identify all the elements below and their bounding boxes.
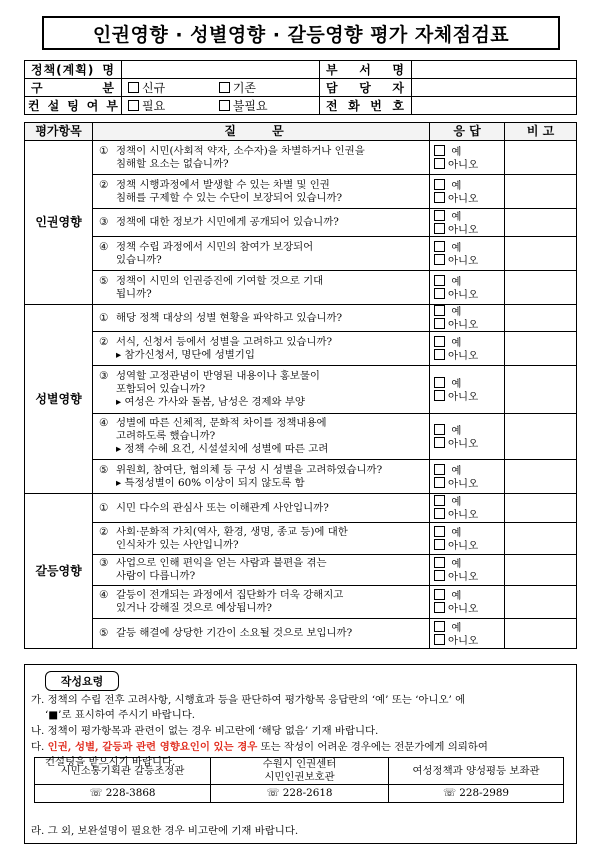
guide-item-da-cont: 컨설팅을 받으시기 바랍니다. <box>45 756 176 768</box>
remarks-cell[interactable] <box>505 175 577 209</box>
answer-yes-label: 예 <box>451 210 462 223</box>
question-line-cont: 있습니까? <box>116 253 162 266</box>
question-row <box>25 523 577 555</box>
question-row <box>25 619 577 649</box>
contact-phone-3: ☏ 228-2989 <box>389 785 564 803</box>
question-text <box>93 237 430 271</box>
question-number: ② <box>99 335 109 348</box>
answer-yes-label: 예 <box>451 621 462 634</box>
answer-yes-checkbox[interactable] <box>434 589 445 600</box>
question-number: ⑤ <box>99 274 109 287</box>
type-label: 구 분 <box>25 79 122 97</box>
question-example: ▸ 특정성별이 60% 이상이 되지 않도록 함 <box>116 476 305 489</box>
question-line: 갈등 해결에 상당한 기간이 소요될 것으로 보입니까? <box>116 627 353 639</box>
question-text <box>93 619 430 649</box>
answer-cell <box>430 555 505 586</box>
question-text <box>93 414 430 460</box>
header-answer: 응 답 <box>430 123 505 141</box>
category-1: 인권영향 <box>25 141 93 305</box>
answer-yes-label: 예 <box>451 275 462 288</box>
type-options <box>122 79 320 97</box>
contact-phone-2: ☏ 228-2618 <box>211 785 389 803</box>
answer-no-checkbox[interactable] <box>434 158 445 169</box>
answer-yes-checkbox[interactable] <box>434 621 445 632</box>
question-example: ▸ 참가신청서, 명단에 성별기입 <box>116 348 255 361</box>
answer-yes-label: 예 <box>451 526 462 539</box>
question-text <box>93 271 430 305</box>
answer-no-checkbox[interactable] <box>434 602 445 613</box>
question-row <box>25 175 577 209</box>
answer-yes-label: 예 <box>451 241 462 254</box>
answer-no-label: 아니오 <box>448 571 479 583</box>
question-text <box>93 494 430 523</box>
answer-no-checkbox[interactable] <box>434 570 445 581</box>
question-text <box>93 141 430 175</box>
question-line-cont: 인식차가 있는 사안입니까? <box>116 538 239 551</box>
guide-item-ga: 가. 정책의 수립 전후 고려사항, 시행효과 등을 판단하여 평가항목 응답란의 ‘예’ 또는 ‘아니오’ 에 <box>31 694 466 706</box>
remarks-cell[interactable] <box>505 414 577 460</box>
answer-yes-checkbox[interactable] <box>434 464 445 475</box>
question-line-cont: 사람이 다릅니까? <box>116 570 196 582</box>
consult-needed-checkbox[interactable] <box>128 100 139 111</box>
question-number: ⑤ <box>99 627 109 639</box>
question-number: ① <box>99 311 109 324</box>
question-number: ④ <box>99 589 109 601</box>
answer-yes-checkbox[interactable] <box>434 241 445 252</box>
question-line-cont: 포함되어 있습니까? <box>116 383 206 395</box>
question-text <box>93 175 430 209</box>
answer-no-checkbox[interactable] <box>434 508 445 519</box>
question-line: 서식, 신청서 등에서 성별을 고려하고 있습니까? <box>116 335 333 348</box>
answer-yes-checkbox[interactable] <box>434 145 445 156</box>
policy-name-label: 정책(계획) 명 <box>25 61 122 79</box>
answer-yes-checkbox[interactable] <box>434 526 445 537</box>
info-table <box>24 60 577 115</box>
policy-name-field[interactable] <box>122 61 320 79</box>
question-row <box>25 237 577 271</box>
question-text <box>93 586 430 619</box>
guide-item-da: 다. 인권, 성별, 갈등과 관련 영향요인이 있는 경우 또는 작성이 어려운 경우에는 전문가에게 의뢰하여 <box>31 741 488 753</box>
remarks-cell[interactable] <box>505 305 577 332</box>
question-line-cont: 됩니까? <box>116 287 152 300</box>
manager-field[interactable] <box>412 79 577 97</box>
answer-no-label: 아니오 <box>448 390 479 403</box>
answer-no-checkbox[interactable] <box>434 349 445 360</box>
header-category: 평가항목 <box>25 123 93 141</box>
contact-name-3: 여성정책과 양성평등 보좌관 <box>389 758 564 785</box>
answer-no-label: 아니오 <box>448 288 479 301</box>
answer-no-label: 아니오 <box>448 539 479 552</box>
answer-no-checkbox[interactable] <box>434 192 445 203</box>
question-line: 정책이 시민의 인권증진에 기여할 것으로 기대 <box>116 274 324 287</box>
contact-phone-1: ☏ 228-3868 <box>35 785 211 803</box>
header-question: 질 문 <box>93 123 430 141</box>
department-field[interactable] <box>412 61 577 79</box>
consult-unneeded-checkbox[interactable] <box>219 100 230 111</box>
type-new-checkbox[interactable] <box>128 82 139 93</box>
phone-field[interactable] <box>412 97 577 115</box>
answer-yes-label: 예 <box>451 336 462 349</box>
remarks-cell[interactable] <box>505 366 577 414</box>
answer-no-label: 아니오 <box>448 223 479 236</box>
answer-yes-label: 예 <box>451 590 462 602</box>
answer-cell <box>430 460 505 494</box>
answer-yes-checkbox[interactable] <box>434 557 445 568</box>
guide-item-ga-cont: ‘■’로 표시하여 주시기 바랍니다. <box>45 709 196 721</box>
question-number: ① <box>99 144 109 157</box>
answer-cell <box>430 237 505 271</box>
contact-table <box>34 757 564 803</box>
question-line: 성역할 고정관념이 반영된 내용이나 홍보물이 <box>116 370 320 382</box>
answer-no-checkbox[interactable] <box>434 477 445 488</box>
answer-yes-checkbox[interactable] <box>434 424 445 435</box>
answer-no-checkbox[interactable] <box>434 437 445 448</box>
question-line: 해당 정책 대상의 성별 현황을 파악하고 있습니까? <box>116 311 343 324</box>
remarks-cell[interactable] <box>505 494 577 523</box>
answer-no-checkbox[interactable] <box>434 390 445 401</box>
question-line: 시민 다수의 관심사 또는 이해관계 사안입니까? <box>116 501 329 514</box>
question-number: ④ <box>99 240 109 253</box>
answer-yes-label: 예 <box>451 558 462 570</box>
question-text <box>93 209 430 237</box>
answer-cell <box>430 305 505 332</box>
question-row <box>25 271 577 305</box>
question-text <box>93 305 430 332</box>
type-existing-checkbox[interactable] <box>219 82 230 93</box>
question-line-cont: 침해할 요소는 없습니까? <box>116 157 229 170</box>
answer-yes-label: 예 <box>451 496 462 508</box>
answer-no-label: 아니오 <box>448 349 479 362</box>
department-label: 부 서 명 <box>320 61 412 79</box>
answer-cell <box>430 271 505 305</box>
question-line: 갈등이 전개되는 과정에서 집단화가 더욱 강해지고 <box>116 589 344 601</box>
question-row <box>25 586 577 619</box>
question-row <box>25 209 577 237</box>
answer-no-label: 아니오 <box>448 603 479 615</box>
guide-item-na: 나. 정책이 평가항목과 관련이 없는 경우 비고란에 ‘해당 없음’ 기재 바랍니다. <box>31 725 379 737</box>
answer-cell <box>430 366 505 414</box>
remarks-cell[interactable] <box>505 586 577 619</box>
consult-needed-label: 필요 <box>142 99 166 113</box>
answer-no-label: 아니오 <box>448 634 479 647</box>
category-3: 갈등영향 <box>25 494 93 649</box>
answer-yes-label: 예 <box>451 179 462 192</box>
question-line: 정책 수립 과정에서 시민의 참여가 보장되어 <box>116 240 314 253</box>
type-new-label: 신규 <box>142 81 166 95</box>
question-example: ▸ 여성은 가사와 돌봄, 남성은 경제와 부양 <box>116 396 305 408</box>
answer-cell <box>430 175 505 209</box>
answer-cell <box>430 209 505 237</box>
manager-label: 담 당 자 <box>320 79 412 97</box>
answer-no-label: 아니오 <box>448 192 479 205</box>
answer-yes-label: 예 <box>451 306 462 318</box>
form-title: 인권영향 · 성별영향 · 갈등영향 평가 자체점검표 <box>42 16 560 50</box>
question-row <box>25 332 577 366</box>
answer-cell <box>430 414 505 460</box>
answer-no-label: 아니오 <box>448 509 479 521</box>
answer-no-label: 아니오 <box>448 254 479 267</box>
remarks-cell[interactable] <box>505 619 577 649</box>
question-number: ② <box>99 178 109 191</box>
remarks-cell[interactable] <box>505 523 577 555</box>
phone-label: 전 화 번 호 <box>320 97 412 115</box>
answer-no-checkbox[interactable] <box>434 254 445 265</box>
question-line-cont: 침해를 구제할 수 있는 수단이 보장되어 있습니까? <box>116 191 343 204</box>
remarks-cell[interactable] <box>505 209 577 237</box>
answer-no-checkbox[interactable] <box>434 539 445 550</box>
question-number: ③ <box>99 370 109 382</box>
question-text <box>93 460 430 494</box>
question-example: ▸ 정책 수혜 요건, 시설설치에 성별에 따른 고려 <box>116 443 329 455</box>
question-line: 성별에 따른 신체적, 문화적 차이를 정책내용에 <box>116 417 327 429</box>
question-line: 위원회, 참여단, 협의체 등 구성 시 성별을 고려하였습니까? <box>116 463 383 476</box>
answer-cell <box>430 494 505 523</box>
answer-yes-checkbox[interactable] <box>434 179 445 190</box>
checklist-table <box>24 122 577 649</box>
question-row <box>25 366 577 414</box>
category-2: 성별영향 <box>25 305 93 494</box>
remarks-cell[interactable] <box>505 271 577 305</box>
question-row <box>25 494 577 523</box>
answer-no-label: 아니오 <box>448 319 479 331</box>
remarks-cell[interactable] <box>505 332 577 366</box>
answer-yes-checkbox[interactable] <box>434 305 445 316</box>
question-number: ④ <box>99 417 109 429</box>
remarks-cell[interactable] <box>505 141 577 175</box>
answer-yes-checkbox[interactable] <box>434 377 445 388</box>
question-row <box>25 460 577 494</box>
answer-yes-label: 예 <box>451 464 462 477</box>
answer-no-label: 아니오 <box>448 158 479 171</box>
answer-yes-checkbox[interactable] <box>434 210 445 221</box>
guide-item-ra: 라. 그 외, 보완설명이 필요한 경우 비고란에 기재 바랍니다. <box>31 825 299 837</box>
question-row <box>25 414 577 460</box>
answer-no-checkbox[interactable] <box>434 318 445 329</box>
type-existing-label: 기존 <box>232 81 257 95</box>
header-remarks: 비 고 <box>505 123 577 141</box>
question-row <box>25 555 577 586</box>
remarks-cell[interactable] <box>505 237 577 271</box>
question-text <box>93 555 430 586</box>
consulting-label: 컨 설 팅 여 부 <box>25 97 122 115</box>
writing-guide-badge: 작성요령 <box>45 671 119 691</box>
question-line-cont: 고려하도록 했습니까? <box>116 430 216 442</box>
answer-no-checkbox[interactable] <box>434 634 445 645</box>
consult-unneeded-label: 불필요 <box>232 99 268 113</box>
contact-name-2: 수원시 인권센터 시민인권보호관 <box>211 758 389 785</box>
question-line-cont: 있거나 강해질 것으로 예상됩니까? <box>116 602 273 614</box>
question-line: 정책이 시민(사회적 약자, 소수자)을 차별하거나 인권을 <box>116 144 365 157</box>
answer-no-checkbox[interactable] <box>434 223 445 234</box>
answer-cell <box>430 141 505 175</box>
question-row <box>25 305 577 332</box>
guide-highlight: 인권, 성별, 갈등과 관련 영향요인이 있는 경우 <box>47 741 258 753</box>
answer-cell <box>430 523 505 555</box>
question-number: ⑤ <box>99 463 109 476</box>
answer-no-label: 아니오 <box>448 477 479 490</box>
remarks-cell[interactable] <box>505 555 577 586</box>
answer-yes-checkbox[interactable] <box>434 275 445 286</box>
question-line: 사업으로 인해 편익을 얻는 사람과 불편을 겪는 <box>116 557 327 569</box>
answer-yes-checkbox[interactable] <box>434 336 445 347</box>
question-line: 정책 시행과정에서 발생할 수 있는 차별 및 인권 <box>116 178 330 191</box>
question-text <box>93 332 430 366</box>
answer-no-checkbox[interactable] <box>434 288 445 299</box>
question-row <box>25 141 577 175</box>
answer-yes-label: 예 <box>451 145 462 158</box>
question-text <box>93 523 430 555</box>
question-line: 사회·문화적 가치(역사, 환경, 생명, 종교 등)에 대한 <box>116 525 348 538</box>
question-line: 정책에 대한 정보가 시민에게 공개되어 있습니까? <box>116 216 339 228</box>
consulting-options <box>122 97 320 115</box>
question-text <box>93 366 430 414</box>
answer-cell <box>430 619 505 649</box>
answer-no-label: 아니오 <box>448 437 479 450</box>
question-number: ② <box>99 525 109 538</box>
answer-cell <box>430 586 505 619</box>
writing-guide <box>24 664 577 844</box>
question-number: ① <box>99 501 109 514</box>
contact-name-1: 시민소통기획관 갈등조정관 <box>35 758 211 785</box>
answer-cell <box>430 332 505 366</box>
answer-yes-label: 예 <box>451 377 462 390</box>
answer-yes-label: 예 <box>451 424 462 437</box>
question-number: ③ <box>99 557 109 569</box>
remarks-cell[interactable] <box>505 460 577 494</box>
question-number: ③ <box>99 216 109 228</box>
answer-yes-checkbox[interactable] <box>434 495 445 506</box>
